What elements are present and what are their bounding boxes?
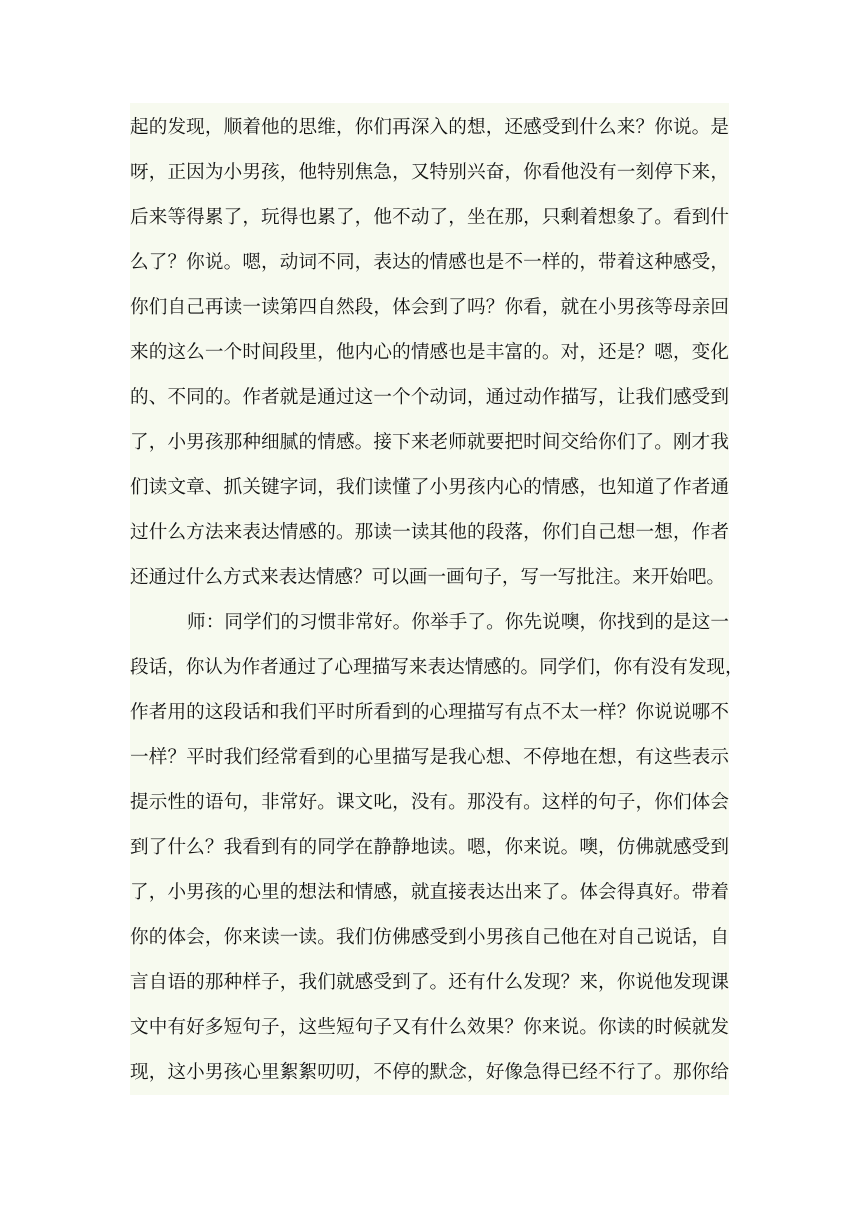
text-line: 言自语的那种样子，我们就感受到了。还有什么发现？来，你说他发现课 bbox=[130, 972, 729, 993]
text-line: 了，小男孩的心里的想法和情感，就直接表达出来了。体会得真好。带着 bbox=[130, 882, 729, 903]
text-line: 你的体会，你来读一读。我们仿佛感受到小男孩自己他在对自己说话，自 bbox=[130, 927, 729, 948]
text-line: 你们自己再读一读第四自然段，体会到了吗？你看，就在小男孩等母亲回 bbox=[130, 297, 729, 318]
text-line: 现，这小男孩心里絮絮叨叨，不停的默念，好像急得已经不行了。那你给 bbox=[130, 1062, 729, 1083]
text-line: 还通过什么方式来表达情感？可以画一画句子，写一写批注。来开始吧。 bbox=[130, 567, 726, 588]
document-text-block bbox=[130, 103, 744, 1095]
text-line: 后来等得累了，玩得也累了，他不动了，坐在那，只剩着想象了。看到什 bbox=[130, 207, 729, 228]
text-line: 的、不同的。作者就是通过这一个个动词，通过动作描写，让我们感受到 bbox=[130, 387, 729, 408]
text-line: 么了？你说。嗯，动词不同，表达的情感也是不一样的，带着这种感受， bbox=[130, 252, 729, 273]
text-line: 文中有好多短句子，这些短句子又有什么效果？你来说。你读的时候就发 bbox=[130, 1017, 729, 1038]
text-line: 了，小男孩那种细腻的情感。接下来老师就要把时间交给你们了。刚才我 bbox=[130, 432, 729, 453]
text-line: 一样？平时我们经常看到的心里描写是我心想、不停地在想，有这些表示 bbox=[130, 747, 729, 768]
text-line: 起的发现，顺着他的思维，你们再深入的想，还感受到什么来？你说。是 bbox=[130, 117, 729, 138]
text-line: 段话，你认为作者通过了心理描写来表达情感的。同学们，你有没有发现， bbox=[130, 657, 744, 678]
text-line: 到了什么？我看到有的同学在静静地读。嗯，你来说。噢，仿佛就感受到 bbox=[130, 837, 729, 858]
text-line: 呀，正因为小男孩，他特别焦急，又特别兴奋，你看他没有一刻停下来， bbox=[130, 162, 729, 183]
paragraph-first-line: 师：同学们的习惯非常好。你举手了。你先说噢，你找到的是这一 bbox=[187, 612, 729, 633]
text-line: 作者用的这段话和我们平时所看到的心理描写有点不太一样？你说说哪不 bbox=[130, 702, 729, 723]
text-line: 过什么方法来表达情感的。那读一读其他的段落，你们自己想一想，作者 bbox=[130, 522, 729, 543]
text-line: 提示性的语句，非常好。课文叱，没有。那没有。这样的句子，你们体会 bbox=[130, 792, 729, 813]
text-line: 来的这么一个时间段里，他内心的情感也是丰富的。对，还是？嗯，变化 bbox=[130, 342, 729, 363]
text-line: 们读文章、抓关键字词，我们读懂了小男孩内心的情感，也知道了作者通 bbox=[130, 477, 729, 498]
